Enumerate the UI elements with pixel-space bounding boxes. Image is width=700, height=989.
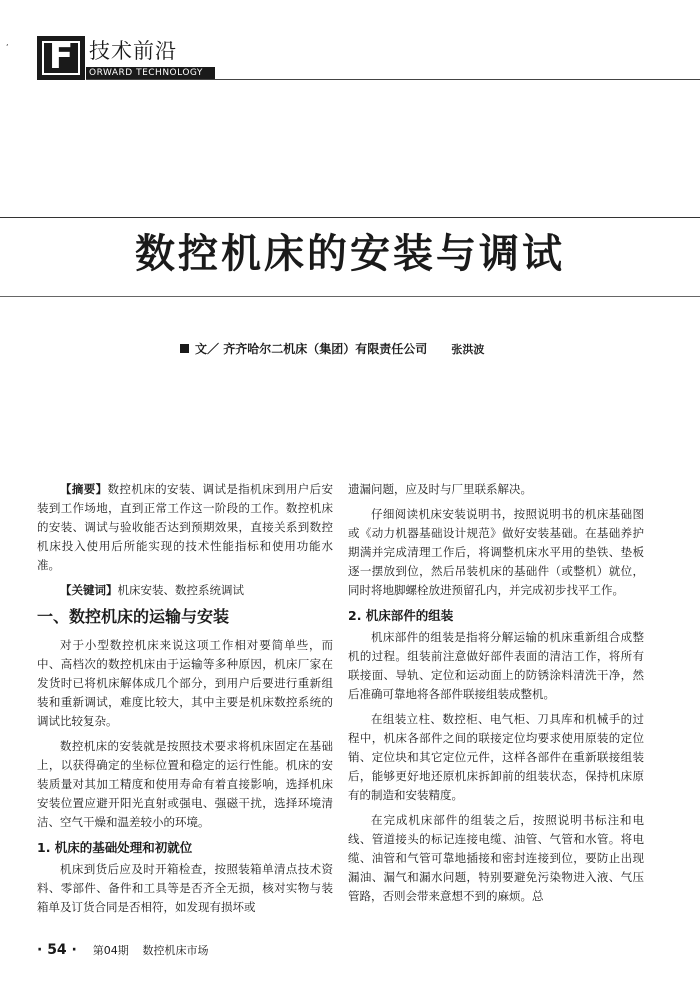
right-column (348, 480, 644, 912)
section-1-paragraph-2: 数控机床的安装就是按照技术要求将机床固定在基础上，以获得确定的坐标位置和稳定的运行性能。机床的安装质量对其加工精度和使用寿命有着直接影响，选择机床安装位置应避开阳光直射或强电、强磁干扰，选择环境清洁、空气干燥和温差较小的环境。 (37, 739, 333, 829)
subsection-1-1-paragraph-2: 仔细阅读机床安装说明书，按照说明书的机床基础图或《动力机器基础设计规范》做好安装基础。在基础养护期满并完成清理工作后，将调整机床水平用的垫铁、垫板逐一摆放到位，然后吊装机床的基础件（或整机）就位，同时将地脚螺栓放进预留孔内，并完成初步找平工作。 (348, 507, 644, 597)
section-1-paragraph-1: 对于小型数控机床来说这项工作相对要简单些，而中、高档次的数控机床由于运输等多种原因，机床厂家在发货时已将机床解体成几个部分，到用户后要进行重新组装和重新调试，难度比较大，其中主要是机床数控系统的调试比较复杂。 (37, 638, 333, 728)
abstract-label: 【摘要】 (60, 482, 108, 496)
abstract-text: 数控机床的安装、调试是指机床到用户后安装到工作场地，直到正常工作这一阶段的工作。数控机床的安装、调试与验收能否达到预期效果，直接关系到数控机床投入使用后所能实现的技术性能指标和使用功能水准。 (37, 482, 333, 572)
abstract (37, 480, 333, 575)
title-rule-top (0, 217, 700, 218)
logo-letter: F (48, 36, 74, 77)
page-footer (37, 942, 209, 958)
corner-mark: , (6, 38, 9, 47)
subsection-1-2-paragraph-1: 机床部件的组装是指将分解运输的机床重新组合成整机的过程。组装前注意做好部件表面的清洁工作，将所有联接面、导轨、定位和运动面上的防锈涂料清洗干净，然后准确可靠地将各部件联接组装成整机。 (348, 630, 644, 701)
subsection-1-1-paragraph-1: 机床到货后应及时开箱检查，按照装箱单清点技术资料、零部件、备件和工具等是否齐全无损，核对实物与装箱单及订货合同是否相符，如发现有损坏或 (37, 862, 333, 914)
page-number: · 54 · (37, 942, 77, 958)
byline (180, 340, 484, 357)
left-column (37, 480, 333, 923)
byline-prefix: 文／ (195, 342, 220, 356)
keywords-text: 机床安装、数控系统调试 (117, 583, 244, 597)
keywords-label: 【关键词】 (60, 583, 118, 597)
article-title: 数控机床的安装与调试 (135, 231, 565, 277)
subsection-1-1-paragraph-1-cont: 遗漏问题，应及时与厂里联系解决。 (348, 482, 532, 496)
header-rule (86, 79, 700, 80)
section-title-cn: 技术前沿 (89, 39, 177, 63)
author: 张洪波 (451, 343, 485, 356)
subsection-1-2-heading: 2. 机床部件的组装 (348, 608, 454, 623)
section-1-heading: 一、数控机床的运输与安装 (37, 607, 230, 626)
byline-square-icon (180, 344, 189, 353)
section-logo (37, 36, 85, 80)
magazine-name: 数控机床市场 (142, 944, 209, 957)
issue-number: 第04期 (92, 944, 129, 957)
title-rule-bottom (0, 296, 700, 297)
subsection-1-2-paragraph-3: 在完成机床部件的组装之后，按照说明书标注和电线、管道接头的标记连接电缆、油管、气管和水管。将电缆、油管和气管可靠地插接和密封连接到位，要防止出现漏油、漏气和漏水问题，特别要避免污染物进入液、气压管路，否则会带来意想不到的麻烦。总 (348, 813, 644, 903)
subsection-1-2-paragraph-2: 在组装立柱、数控柜、电气柜、刀具库和机械手的过程中，机床各部件之间的联接定位均要求使用原装的定位销、定位块和其它定位元件，这样各部件在重新联接组装后，能够更好地还原机床拆卸前的组装状态，保持机床原有的制造和安装精度。 (348, 712, 644, 802)
affiliation: 齐齐哈尔二机床（集团）有限责任公司 (223, 342, 428, 356)
subsection-1-1-heading: 1. 机床的基础处理和初就位 (37, 840, 193, 855)
section-title-en: ORWARD TECHNOLOGY (89, 68, 203, 78)
keywords (37, 581, 333, 600)
